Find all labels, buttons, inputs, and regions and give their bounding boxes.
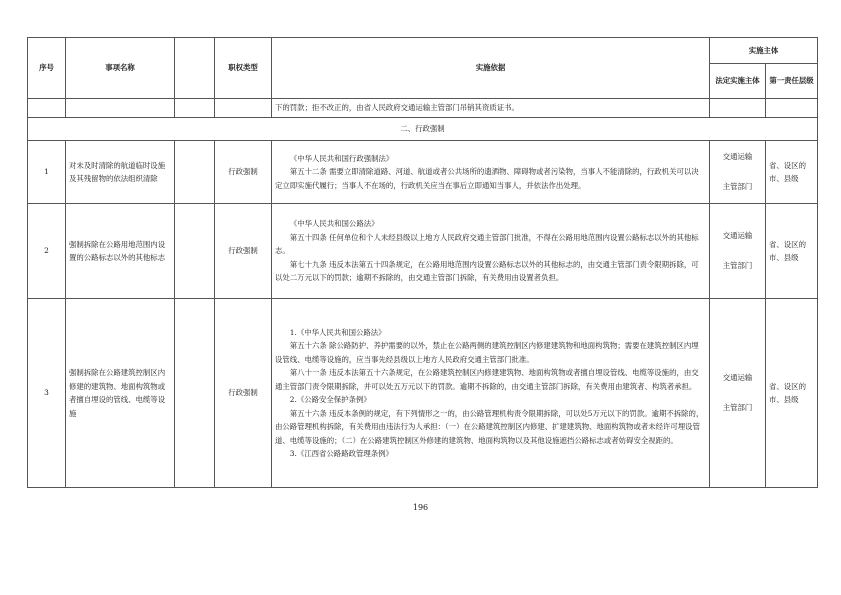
row-item-name: 对未及时清除的航道临时设施及其残留物的依法组织清除 bbox=[66, 141, 175, 204]
table-row bbox=[28, 141, 818, 204]
row-item-name: 强制拆除在公路建筑控制区内修建的建筑物、地面构筑物或者擅自埋设的管线、电缆等设施 bbox=[66, 299, 175, 488]
basis-law-title: 2.《公路安全保护条例》 bbox=[289, 395, 371, 404]
row-basis bbox=[272, 299, 710, 488]
header-first-responsible: 第一责任层级 bbox=[766, 64, 818, 99]
page-number: 196 bbox=[412, 503, 429, 512]
row-level: 省、设区的市、县级 bbox=[766, 299, 818, 488]
basis-article: 第八十一条 违反本法第五十六条规定，在公路建筑控制区内修建建筑物、地面构筑物或者擅自埋设管线、电缆等设施的，由交通主管部门责令限期拆除，并可以处五万元以下的罚款。逾期不拆除的，由交通主管部门拆除，有关费用由建筑者、构筑者承担。 bbox=[275, 368, 699, 391]
basis-article: 第五十二条 需要立即清除道路、河道、航道或者公共场所的遗洒物、障碍物或者污染物，当事人不能清除的，行政机关可以决定立即实施代履行；当事人不在场的，行政机关应当在事后立即通知当事人，并依法作出处理。 bbox=[275, 167, 699, 190]
section-title: 二、行政强制 bbox=[28, 118, 818, 141]
row-legal-subject: 交通运输 主管部门 bbox=[710, 204, 766, 299]
row-basis bbox=[272, 204, 710, 299]
header-seq: 序号 bbox=[28, 38, 66, 99]
basis-article: 第五十六条 违反本条例的规定，有下列情形之一的，由公路管理机构责令限期拆除，可以处5万元以下的罚款。逾期不拆除的，由公路管理机构拆除，有关费用由违法行为人承担：（一）在公路建筑控制区内修建、扩建建筑物、地面构筑物或者未经许可埋设管道、电缆等设施的；（二）在公路建筑控制区外修建的建筑物、地面构筑物以及其他设施遮挡公路标志或者妨碍安全视距的。 bbox=[275, 408, 704, 445]
row-level: 省、设区的市、县级 bbox=[766, 204, 818, 299]
header-item-name: 事项名称 bbox=[66, 38, 175, 99]
header-subject: 实施主体 bbox=[710, 38, 818, 64]
row-seq: 3 bbox=[28, 299, 66, 488]
continuation-text: 下的罚款；拒不改正的，由省人民政府交通运输主管部门吊销其资质证书。 bbox=[272, 99, 710, 118]
basis-law-title: 《中华人民共和国公路法》 bbox=[289, 219, 379, 229]
row-seq: 1 bbox=[28, 141, 66, 204]
row-item-name: 强制拆除在公路用地范围内设置的公路标志以外的其他标志 bbox=[66, 204, 175, 299]
header-authority-type: 职权类型 bbox=[215, 38, 272, 99]
basis-law-title: 1.《中华人民共和国公路法》 bbox=[289, 327, 386, 337]
basis-article: 第五十四条 任何单位和个人未经县级以上地方人民政府交通主管部门批准，不得在公路用地范围内设置公路标志以外的其他标志。 bbox=[275, 232, 699, 256]
row-authority-type: 行政强制 bbox=[215, 141, 272, 204]
header-legal-subject: 法定实施主体 bbox=[710, 64, 766, 99]
header-basis: 实施依据 bbox=[272, 38, 710, 99]
table-row bbox=[28, 204, 818, 299]
authority-table bbox=[27, 37, 818, 488]
basis-law-title: 3.《江西省公路路政管理条例》 bbox=[289, 449, 393, 458]
row-level: 省、设区的市、县级 bbox=[766, 141, 818, 204]
row-legal-subject: 交通运输 主管部门 bbox=[710, 299, 766, 488]
continuation-row bbox=[28, 99, 818, 118]
row-legal-subject: 交通运输 主管部门 bbox=[710, 141, 766, 204]
header-row-1 bbox=[28, 38, 818, 64]
basis-article: 第七十九条 违反本法第五十四条规定，在公路用地范围内设置公路标志以外的其他标志的，由交通主管部门责令限期拆除，可以处二万元以下的罚款；逾期不拆除的，由交通主管部门拆除，有关费用由设置者负担。 bbox=[275, 259, 699, 283]
table-row bbox=[28, 299, 818, 488]
row-authority-type: 行政强制 bbox=[215, 204, 272, 299]
basis-law-title: 《中华人民共和国行政强制法》 bbox=[289, 153, 394, 163]
row-seq: 2 bbox=[28, 204, 66, 299]
section-row bbox=[28, 118, 818, 141]
basis-article: 第五十六条 除公路防护、养护需要的以外，禁止在公路两侧的建筑控制区内修建建筑物和地面构筑物；需要在建筑控制区内埋设管线、电缆等设施的，应当事先经县级以上地方人民政府交通主管部门批准。 bbox=[275, 341, 699, 364]
header-blank bbox=[175, 38, 215, 99]
row-basis bbox=[272, 141, 710, 204]
row-authority-type: 行政强制 bbox=[215, 299, 272, 488]
